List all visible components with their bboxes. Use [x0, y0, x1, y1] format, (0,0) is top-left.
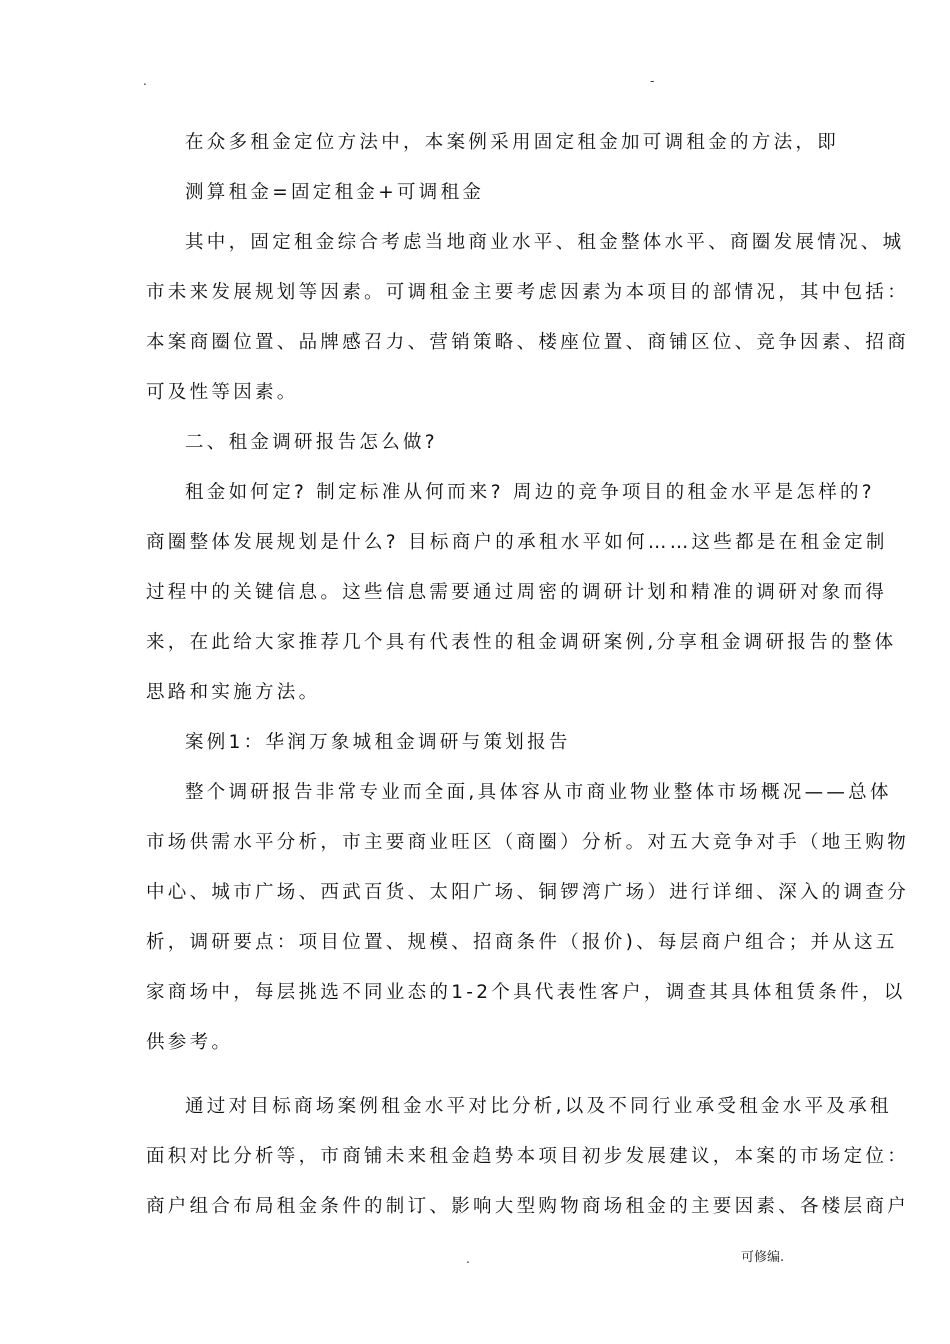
text-line: 面积对比分析等，市商铺未来租金趋势本项目初步发展建议，本案的市场定位：: [146, 1146, 910, 1167]
text-line: 来，在此给大家推荐几个具有代表性的租金调研案例,分享租金调研报告的整体: [146, 632, 897, 653]
text-line: 测算租金=固定租金+可调租金: [185, 182, 485, 203]
text-line: 在众多租金定位方法中，本案例采用固定租金加可调租金的方法，即: [185, 132, 840, 153]
text-line: 商圈整体发展规划是什么? 目标商户的承租水平如何……这些都是在租金定制: [146, 532, 888, 553]
paragraph-gap: [146, 1068, 814, 1082]
text-line: 可及性等因素。: [146, 382, 299, 403]
case-heading: 案例1：华润万象城租金调研与策划报告: [185, 732, 571, 753]
text-line: 租金如何定? 制定标准从何而来? 周边的竞争项目的租金水平是怎样的?: [185, 482, 875, 503]
section-heading: 二、租金调研报告怎么做?: [185, 432, 438, 453]
text-line: 商户组合布局租金条件的制订、影响大型购物商场租金的主要因素、各楼层商户: [146, 1196, 910, 1217]
header-right-mark: -: [650, 74, 655, 88]
footer-editable-note: 可修编.: [741, 1250, 785, 1265]
text-line: 其中，固定租金综合考虑当地商业水平、租金整体水平、商圈发展情况、城: [185, 232, 905, 253]
text-line: 本案商圈位置、品牌感召力、营销策略、楼座位置、商铺区位、竞争因素、招商: [146, 332, 910, 353]
header-left-mark: .: [143, 74, 147, 88]
text-line: 中心、城市广场、西武百货、太阳广场、铜锣湾广场）进行详细、深入的调查分: [146, 882, 910, 903]
text-line: 过程中的关键信息。这些信息需要通过周密的调研计划和精准的调研对象而得: [146, 582, 888, 603]
text-line: 思路和实施方法。: [146, 682, 321, 703]
text-line: 整个调研报告非常专业而全面,具体容从市商业物业整体市场概况——总体: [185, 782, 892, 803]
text-line: 供参考。: [146, 1032, 234, 1053]
document-body: [146, 118, 910, 1232]
text-line: 析，调研要点：项目位置、规模、招商条件（报价)、每层商户组合；并从这五: [146, 932, 898, 953]
text-line: 通过对目标商场案例租金水平对比分析,以及不同行业承受租金水平及承租: [185, 1096, 892, 1117]
text-line: 家商场中，每层挑选不同业态的1-2个具代表性客户，调查其具体租赁条件，以: [146, 982, 906, 1003]
text-line: 市场供需水平分析，市主要商业旺区（商圈）分析。对五大竞争对手（地王购物: [146, 832, 910, 853]
footer-dot: .: [466, 1252, 470, 1266]
text-line: 市未来发展规划等因素。可调租金主要考虑因素为本项目的部情况，其中包括：: [146, 282, 910, 303]
